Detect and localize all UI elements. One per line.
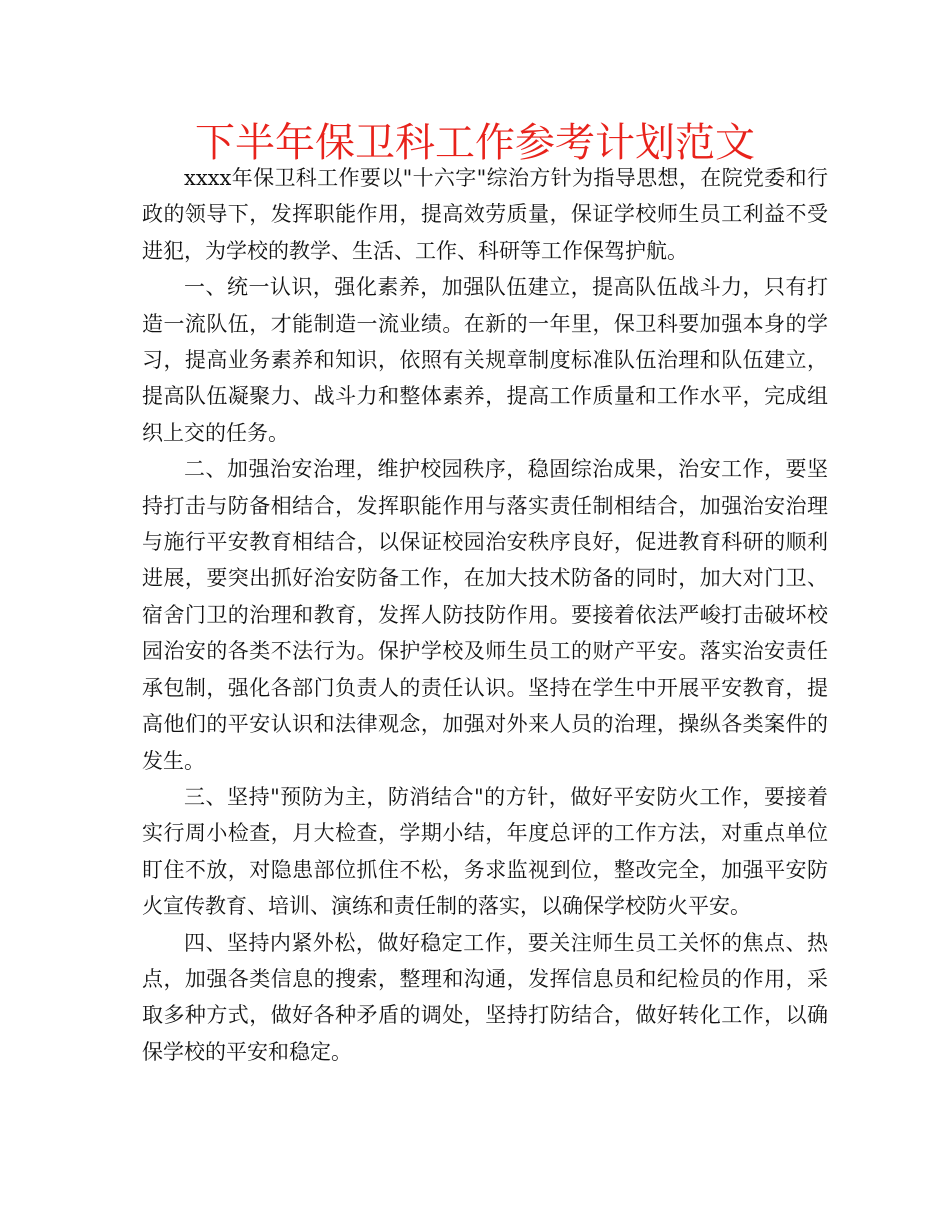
paragraph-section-2: 二、加强治安治理，维护校园秩序，稳固综治成果，治安工作，要坚持打击与防备相结合，发挥职能作用与落实责任制相结合，加强治安治理与施行平安教育相结合，以保证校园治安秩序良好，促进教育科研的顺利进展，要突出抓好治安防备工作，在加大技术防备的同时，加大对门卫、宿舍门卫的治理和教育，发挥人防技防作用。要接着依法严峻打击破坏校园治安的各类不法行为。保护学校及师生员工的财产平安。落实治安责任承包制，强化各部门负责人的责任认识。坚持在学生中开展平安教育，提高他们的平安认识和法律观念，加强对外来人员的治理，操纵各类案件的发生。 [142, 457, 828, 773]
document-title: 下半年保卫科工作参考计划范文 [195, 120, 755, 166]
paragraph-section-1: 一、统一认识，强化素养，加强队伍建立，提高队伍战斗力，只有打造一流队伍，才能制造一流业绩。在新的一年里，保卫科要加强本身的学习，提高业务素养和知识，依照有关规章制度标准队伍治理和队伍建立，提高队伍凝聚力、战斗力和整体素养，提高工作质量和工作水平，完成组织上交的任务。 [142, 275, 828, 445]
paragraph-section-3: 三、坚持"预防为主，防消结合"的方针，做好平安防火工作，要接着实行周小检查，月大检查，学期小结，年度总评的工作方法，对重点单位盯住不放，对隐患部位抓住不松，务求监视到位，整改完全，加强平安防火宣传教育、培训、演练和责任制的落实，以确保学校防火平安。 [142, 784, 828, 919]
document-body [142, 160, 828, 1070]
paragraph-section-4: 四、坚持内紧外松，做好稳定工作，要关注师生员工关怀的焦点、热点，加强各类信息的搜索，整理和沟通，发挥信息员和纪检员的作用，采取多种方式，做好各种矛盾的调处，坚持打防结合，做好转化工作，以确保学校的平安和稳定。 [142, 930, 828, 1064]
paragraph-intro: xxxx年保卫科工作要以"十六字"综治方针为指导思想，在院党委和行政的领导下，发挥职能作用，提高效劳质量，保证学校师生员工利益不受进犯，为学校的教学、生活、工作、科研等工作保驾护航。 [142, 166, 828, 263]
